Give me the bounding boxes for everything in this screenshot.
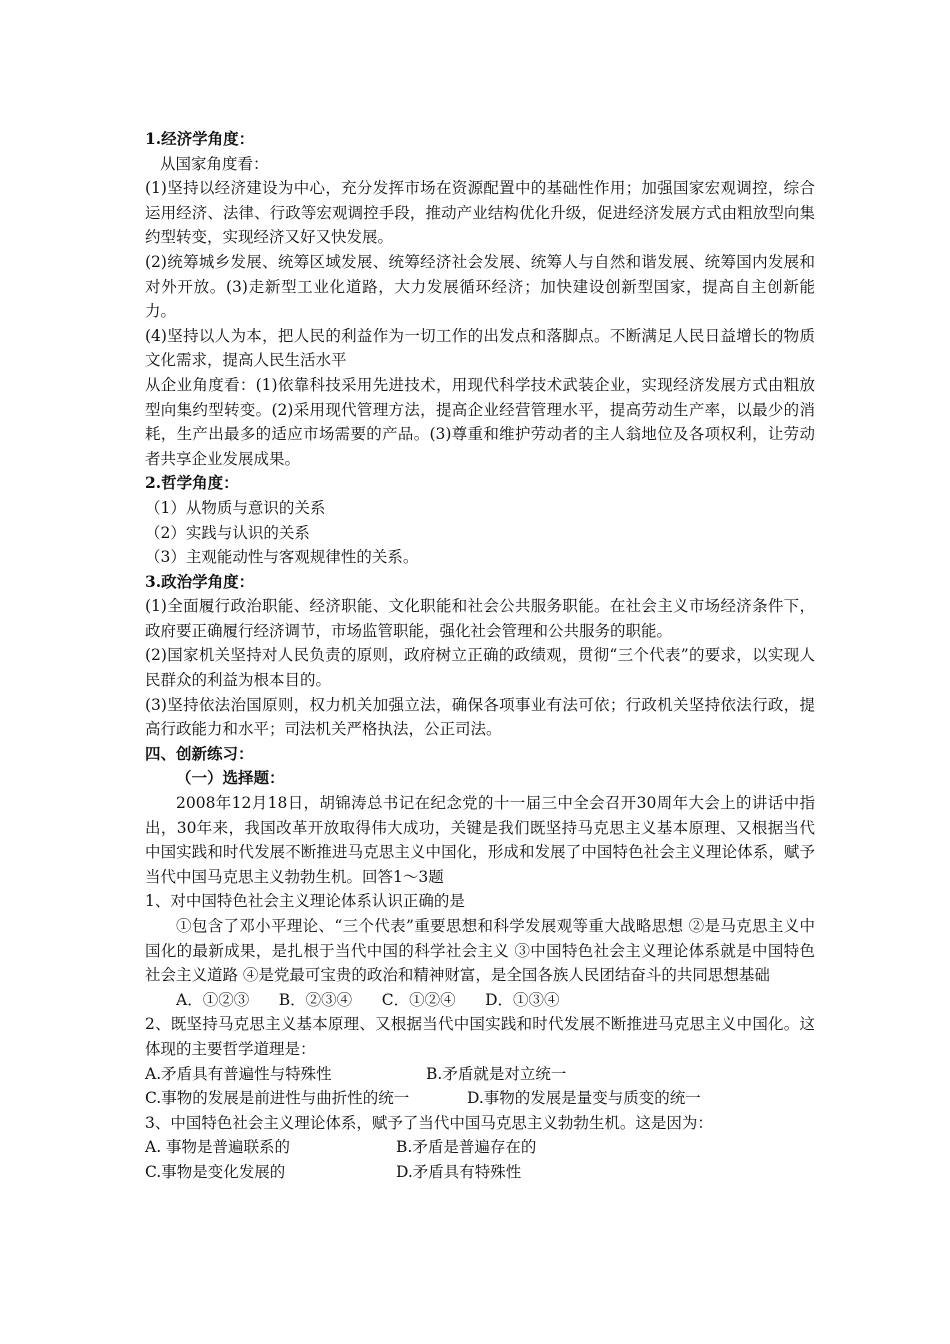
question-2-options-row-2 <box>145 1086 815 1111</box>
section-politics-title: 3.政治学角度： <box>145 571 255 591</box>
question-2-options-row-1 <box>145 1062 815 1087</box>
philosophy-item: （2）实践与认识的关系 <box>145 523 310 542</box>
question-3-options-row-1 <box>145 1135 815 1160</box>
politics-paragraph-3: (3)坚持依法治国原则，权力机关加强立法，确保各项事业有法可依；行政机关坚持依法行政，提高行政能力和水平；司法机关严格执法，公正司法。 <box>145 695 815 739</box>
philosophy-item: （1）从物质与意识的关系 <box>145 498 326 517</box>
question-2-option-c: C.事物的发展是前进性与曲折性的统一 <box>145 1089 410 1108</box>
section-philosophy-title: 2.哲学角度： <box>145 473 239 493</box>
section-exercises-title: 四、创新练习： <box>145 743 254 763</box>
politics-paragraph-2: (2)国家机关坚持对人民负责的原则，政府树立正确的政绩观，贯彻“三个代表”的要求，以实现人民群众的利益为根本目的。 <box>145 646 815 690</box>
question-1-statements: ①包含了邓小平理论、“三个代表”重要思想和科学发展观等重大战略思想 ②是马克思主义中国化的最新成果，是扎根于当代中国的科学社会主义 ③中国特色社会主义理论体系就是中国特色社会主义道路 ④是党最可宝贵的政治和精神财富，是全国各族人民团结奋斗的共同思想基础 <box>145 917 815 985</box>
politics-paragraph-1: (1)全面履行政治职能、经济职能、文化职能和社会公共服务职能。在社会主义市场经济条件下，政府要正确履行经济调节，市场监管职能，强化社会管理和公共服务的职能。 <box>145 597 815 640</box>
question-2-stem: 2、既坚持马克思主义基本原理、又根据当代中国实践和时代发展不断推进马克思主义中国化。这体现的主要哲学道理是： <box>145 1015 815 1058</box>
question-3-option-a: A. 事物是普遍联系的 <box>145 1138 291 1157</box>
question-2-option-d: D.事物的发展是量变与质变的统一 <box>467 1089 701 1108</box>
question-3-option-b: B.矛盾是普遍存在的 <box>396 1138 537 1157</box>
document-body <box>145 127 815 1185</box>
section-economics-title: 1.经济学角度： <box>145 129 255 148</box>
question-3-option-d: D.矛盾具有特殊性 <box>396 1162 522 1181</box>
economics-paragraph-2: (2)统筹城乡发展、统筹区域发展、统筹经济社会发展、统筹人与自然和谐发展、统筹国内发展和对外开放。(3)走新型工业化道路，大力发展循环经济；加快建设创新型国家，提高自主创新能力。 <box>145 252 815 321</box>
question-3-option-c: C.事物是变化发展的 <box>145 1162 286 1181</box>
question-2-option-a: A.矛盾具有普遍性与特殊性 <box>145 1064 332 1083</box>
question-3-stem: 3、中国特色社会主义理论体系，赋予了当代中国马克思主义勃勃生机。这是因为： <box>145 1113 713 1132</box>
economics-paragraph-3: (4)坚持以人为本，把人民的利益作为一切工作的出发点和落脚点。不断满足人民日益增长的物质文化需求，提高人民生活水平 <box>145 326 815 370</box>
economics-paragraph-1: (1)坚持以经济建设为中心，充分发挥市场在资源配置中的基础性作用；加强国家宏观调控，综合运用经济、法律、行政等宏观调控手段，推动产业结构优化升级，促进经济发展方式由粗放型向集约型转变，实现经济又好又快发展。 <box>145 179 815 247</box>
state-perspective-label: 从国家角度看： <box>160 154 269 173</box>
question-1-stem: 1、对中国特色社会主义理论体系认识正确的是 <box>145 892 465 911</box>
question-3-options-row-2 <box>145 1160 815 1185</box>
exercise-intro: 2008年12月18日，胡锦涛总书记在纪念党的十一届三中全会召开30周年大会上的讲话中指出，30年来，我国改革开放取得伟大成功，关键是我们既坚持马克思主义基本原理、又根据当代中国实践和时代发展不断推进马克思主义中国化，形成和发展了中国特色社会主义理论体系，赋予当代中国马克思主义勃勃生机。回答1～3题 <box>145 794 815 886</box>
enterprise-perspective-paragraph: 从企业角度看：(1)依靠科技采用先进技术，用现代科学技术武装企业，实现经济发展方式由粗放型向集约型转变。(2)采用现代管理方法，提高企业经营管理水平，提高劳动生产率，以最少的消耗，生产出最多的适应市场需要的产品。(3)尊重和维护劳动者的主人翁地位及各项权利，让劳动者共享企业发展成果。 <box>145 375 815 468</box>
choice-questions-subtitle: （一）选择题： <box>176 768 285 788</box>
question-2-option-b: B.矛盾就是对立统一 <box>426 1064 567 1083</box>
philosophy-item: （3）主观能动性与客观规律性的关系。 <box>145 548 419 567</box>
question-1-choices: A．①②③ B．②③④ C．①②④ D．①③④ <box>176 990 560 1009</box>
